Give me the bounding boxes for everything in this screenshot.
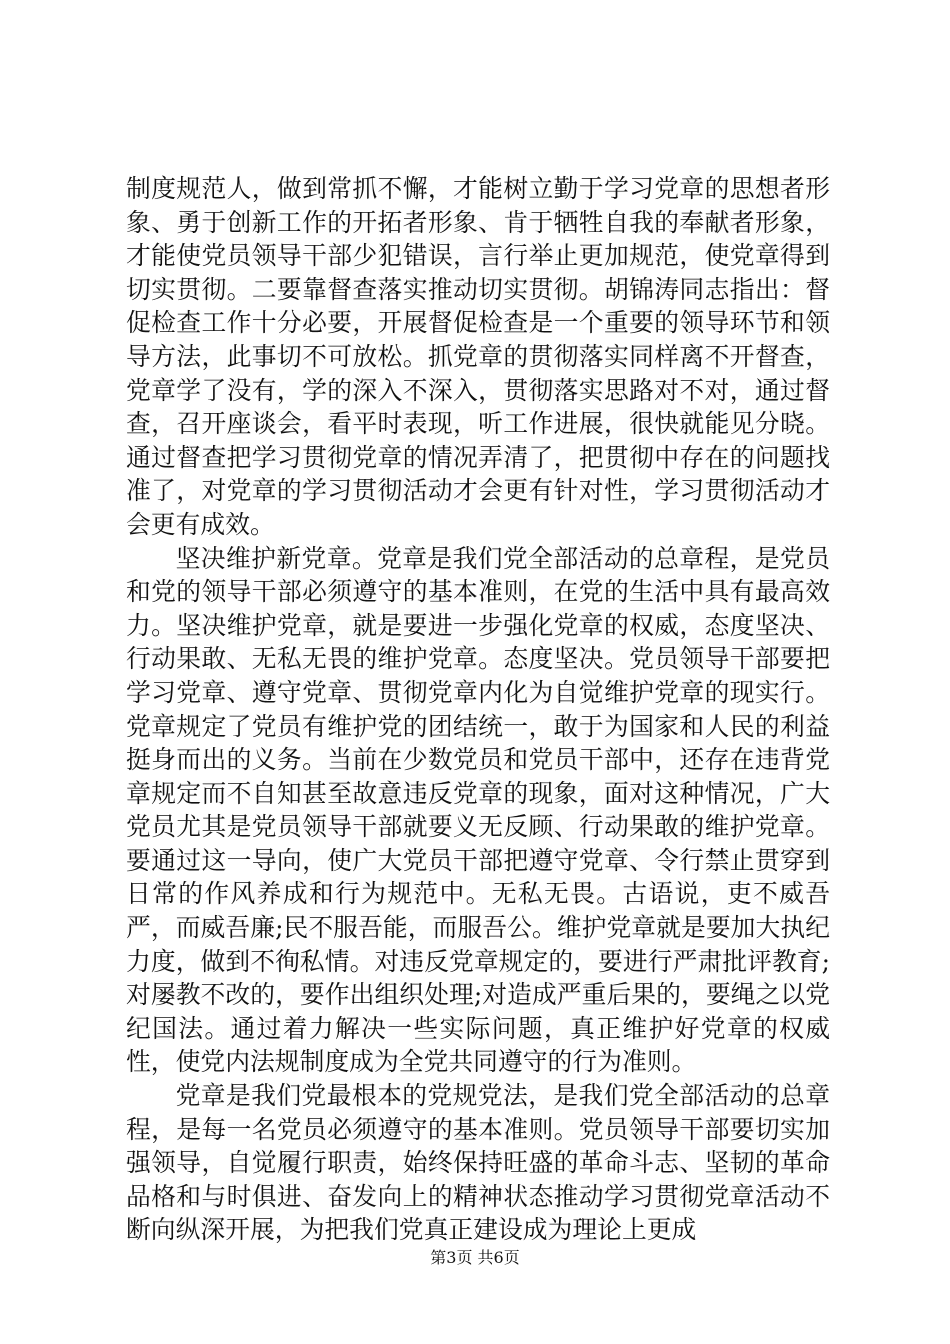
body-text: [126, 172, 830, 1247]
page-footer: 第3页 共6页: [430, 1248, 520, 1267]
paragraph-1: 制度规范人，做到常抓不懈，才能树立勤于学习党章的思想者形象、勇于创新工作的开拓者形象、肯于牺牲自我的奉献者形象，才能使党员领导干部少犯错误，言行举止更加规范，使党章得到切实贯彻。二要靠督查落实推动切实贯彻。胡锦涛同志指出：督促检查工作十分必要，开展督促检查是一个重要的领导环节和领导方法，此事切不可放松。抓党章的贯彻落实同样离不开督查，党章学了没有，学的深入不深入，贯彻落实思路对不对，通过督查，召开座谈会，看平时表现，听工作进展，很快就能见分晓。通过督查把学习贯彻党章的情况弄清了，把贯彻中存在的问题找准了，对党章的学习贯彻活动才会更有针对性，学习贯彻活动才会更有成效。: [126, 174, 830, 539]
paragraph-3: 党章是我们党最根本的党规党法，是我们党全部活动的总章程，是每一名党员必须遵守的基本准则。党员领导干部要切实加强领导，自觉履行职责，始终保持旺盛的革命斗志、坚韧的革命品格和与时俱进、奋发向上的精神状态推动学习贯彻党章活动不断向纵深开展，为把我们党真正建设成为理论上更成: [126, 1081, 830, 1245]
paragraph-2: 坚决维护新党章。党章是我们党全部活动的总章程，是党员和党的领导干部必须遵守的基本准则，在党的生活中具有最高效力。坚决维护党章，就是要进一步强化党章的权威，态度坚决、行动果敢、无私无畏的维护党章。态度坚决。党员领导干部要把学习党章、遵守党章、贯彻党章内化为自觉维护党章的现实行。党章规定了党员有维护党的团结统一，敢于为国家和人民的利益挺身而出的义务。当前在少数党员和党员干部中，还存在违背党章规定而不自知甚至故意违反党章的现象，面对这种情况，广大党员尤其是党员领导干部就要义无反顾、行动果敢的维护党章。要通过这一导向，使广大党员干部把遵守党章、令行禁止贯穿到日常的作风养成和行为规范中。无私无畏。古语说，吏不威吾严，而威吾廉;民不服吾能，而服吾公。维护党章就是要加大执纪力度，做到不徇私情。对违反党章规定的，要进行严肃批评教育;对屡教不改的，要作出组织处理;对造成严重后果的，要绳之以党纪国法。通过着力解决一些实际问题，真正维护好党章的权威性，使党内法规制度成为全党共同遵守的行为准则。: [126, 543, 830, 1077]
